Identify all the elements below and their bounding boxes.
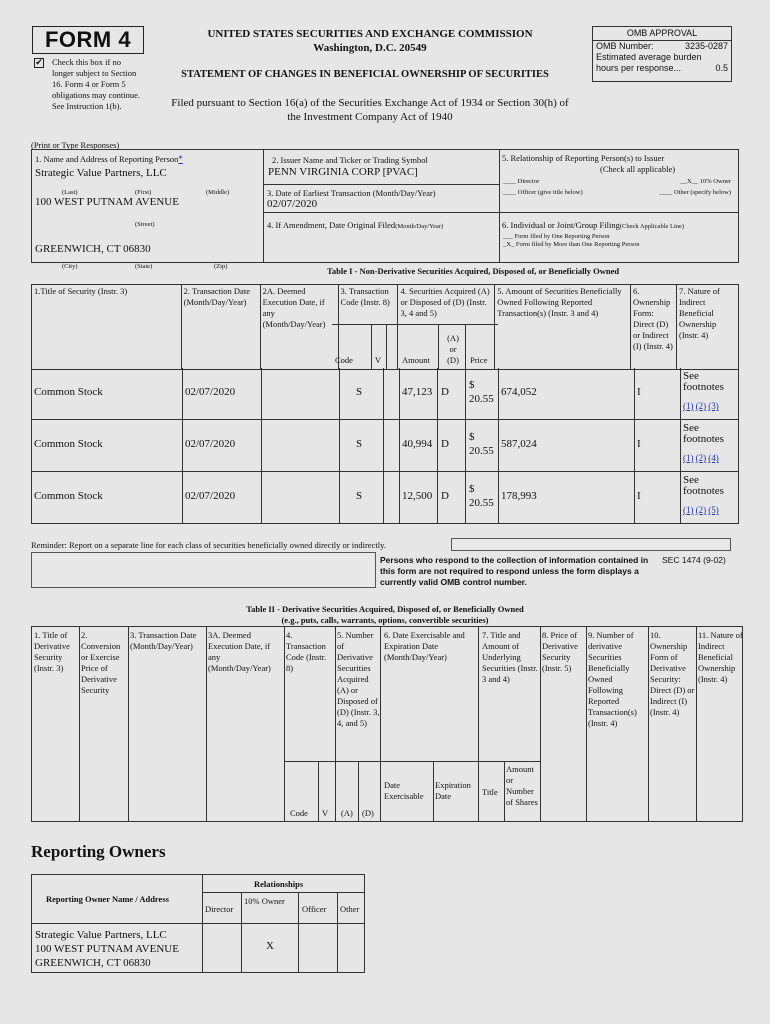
filed-line-2: the Investment Company Act of 1940	[287, 111, 453, 123]
row-owned: 674,052	[501, 386, 537, 398]
reporting-person-city: GREENWICH, CT 06830	[35, 243, 151, 255]
row-ad: D	[441, 438, 449, 450]
print-type-note: (Print or Type Responses)	[31, 140, 120, 150]
t1-sub-ad: (A) or (D)	[447, 333, 459, 365]
reminder-blank-box	[451, 538, 731, 551]
t1-col-code: 3. Transaction Code (Instr. 8)	[338, 285, 398, 370]
table1-title: Table I - Non-Derivative Securities Acquired, Disposed of, or Beneficially Owned	[327, 266, 620, 276]
filed-line-1: Filed pursuant to Section 16(a) of the Securities Exchange Act of 1934 or Section 30(h) of	[171, 97, 569, 109]
middle-label: (Middle)	[206, 189, 230, 196]
omb-number-label: OMB Number:	[596, 41, 654, 51]
reminder-text: Reminder: Report on a separate line for each class of securities beneficially owned directly or indirectly.	[31, 540, 386, 550]
omb-approval-box	[592, 26, 732, 82]
omb-hours-value: 0.5	[715, 63, 728, 73]
other-option: ____ Other (specify below)	[659, 189, 731, 196]
row-title: Common Stock	[34, 438, 103, 450]
omb-hours-label: hours per response...	[596, 63, 682, 73]
ro-col-officer: Officer	[302, 904, 327, 914]
relationship-label: 5. Relationship of Reporting Person(s) to Issuer	[502, 153, 665, 163]
ro-ten-pct-mark: X	[266, 940, 274, 952]
row-nature: See footnotes	[683, 474, 724, 497]
street-label: (Street)	[135, 221, 155, 228]
filing-more-option: _X_ Form filed by More than One Reporting Person	[503, 241, 640, 248]
t2-col-conversion: 2. Conversion or Exercise Price of Derivative Security	[81, 630, 121, 695]
t1-col-form: 6. Ownership Form: Direct (D) or Indirect (I) (Instr. 4)	[631, 285, 677, 370]
table-row	[31, 420, 739, 472]
t1-sub-price: Price	[470, 355, 488, 365]
row-amount: 47,123	[402, 386, 433, 398]
filing-one-option: ___ Form filed by One Reporting Person	[503, 233, 610, 240]
table-row	[31, 368, 739, 420]
ro-col-director: Director	[205, 904, 234, 914]
table2	[31, 626, 743, 822]
row-code: S	[356, 490, 363, 502]
ten-pct-option: __X__ 10% Owner	[680, 178, 731, 185]
row-nature: See footnotes	[683, 422, 724, 445]
row-title: Common Stock	[34, 386, 103, 398]
table2-title-line2: (e.g., puts, calls, warrants, options, convertible securities)	[281, 615, 489, 625]
row-footnotes[interactable]: (1) (2) (4)	[683, 453, 719, 463]
omb-number-value: 3235-0287	[684, 41, 728, 51]
last-label: (Last)	[62, 189, 78, 196]
row-footnotes[interactable]: (1) (2) (5)	[683, 505, 719, 515]
no-longer-subject-checkbox-row[interactable]	[34, 57, 144, 112]
commission-address: Washington, D.C. 20549	[313, 42, 427, 54]
earliest-date-label: 3. Date of Earliest Transaction (Month/Day/Year)	[267, 188, 436, 198]
ro-col-ten-pct: 10% Owner	[244, 896, 285, 906]
t2-sub-a: (A)	[341, 808, 353, 818]
state-label: (State)	[135, 263, 153, 270]
ro-col-name: Reporting Owner Name / Address	[46, 894, 169, 904]
row-price-symbol: $	[469, 483, 475, 495]
t2-col-price: 8. Price of Derivative Security (Instr. 5)	[542, 630, 578, 673]
amendment-label: 4. If Amendment, Date Original Filed(Month/Day/Year)	[267, 220, 444, 230]
row-price: 20.55	[469, 393, 494, 405]
row-owned: 178,993	[501, 490, 537, 502]
t2-sub-date-exercisable: Date Exercisable	[384, 780, 424, 801]
row-price: 20.55	[469, 497, 494, 509]
ro-owner-street: 100 WEST PUTNAM AVENUE	[35, 943, 179, 955]
t1-sub-code: Code	[335, 355, 353, 365]
earliest-date-value: 02/07/2020	[267, 198, 318, 210]
omb-burden-row	[593, 52, 731, 63]
t2-sub-v: V	[322, 808, 329, 818]
row-code: S	[356, 438, 363, 450]
row-date: 02/07/2020	[185, 438, 236, 450]
ro-col-other: Other	[340, 904, 360, 914]
t2-col-underlying: 7. Title and Amount of Underlying Securities (Instr. 3 and 4)	[482, 630, 538, 684]
city-label: (City)	[62, 263, 78, 270]
row-title: Common Stock	[34, 490, 103, 502]
row-nature: See footnotes	[683, 370, 724, 393]
t2-col-number: 5. Number of Derivative Securities Acquired (A) or Disposed of (D) (Instr. 3, 4, and 5)	[337, 630, 380, 728]
t2-col-nature: 11. Nature of Indirect Beneficial Ownership (Instr. 4)	[698, 630, 743, 684]
row-form: I	[637, 386, 641, 398]
t2-col-form: 10. Ownership Form of Derivative Security: Direct (D) or Indirect (I) (Instr. 4)	[650, 630, 695, 717]
row-owned: 587,024	[501, 438, 537, 450]
table-row	[31, 472, 739, 524]
row-form: I	[637, 438, 641, 450]
reporting-info-grid	[31, 149, 739, 263]
omb-number-row	[593, 41, 731, 52]
omb-hours-row	[593, 63, 731, 74]
t1-sub-amount: Amount	[402, 355, 430, 365]
zip-label: (Zip)	[214, 263, 228, 270]
row-form: I	[637, 490, 641, 502]
t2-sub-amount: Amount or Number of Shares	[506, 764, 538, 807]
t1-col-nature: 7. Nature of Indirect Beneficial Ownership (Instr. 4)	[676, 285, 738, 370]
commission-name: UNITED STATES SECURITIES AND EXCHANGE COMMISSION	[207, 28, 533, 40]
ro-owner-city: GREENWICH, CT 06830	[35, 957, 151, 969]
row-code: S	[356, 386, 363, 398]
relationship-options	[503, 176, 739, 198]
reporting-person-label: 1. Name and Address of Reporting Person*	[35, 154, 183, 164]
t2-col-owned: 9. Number of derivative Securities Beneficially Owned Following Reported Transaction(s) (Instr. 4)	[588, 630, 637, 728]
asterisk-link[interactable]: *	[178, 154, 183, 164]
row-ad: D	[441, 386, 449, 398]
t2-col-code: 4. Transaction Code (Instr. 8)	[286, 630, 327, 673]
table2-title-line1: Table II - Derivative Securities Acquired, Disposed of, or Beneficially Owned	[246, 604, 524, 614]
t2-sub-title: Title	[482, 787, 498, 797]
first-label: (First)	[135, 189, 152, 196]
t1-subheader-area-2	[400, 324, 498, 369]
issuer-value: PENN VIRGINIA CORP [PVAC]	[268, 166, 418, 178]
director-option: ____ Director	[503, 178, 540, 185]
row-amount: 40,994	[402, 438, 433, 450]
t2-sub-expiration: Expiration Date	[435, 780, 471, 801]
form-title: FORM 4	[32, 26, 144, 54]
row-footnotes[interactable]: (1) (2) (3)	[683, 401, 719, 411]
ro-owner-name: Strategic Value Partners, LLC	[35, 929, 167, 941]
notice-blank-box	[31, 552, 376, 588]
t2-col-title: 1. Title of Derivative Security (Instr. 3)	[34, 630, 70, 673]
t1-col-securities: 4. Securities Acquired (A) or Disposed of (D) (Instr. 3, 4 and 5)	[398, 285, 495, 370]
sec-code: SEC 1474 (9-02)	[662, 555, 726, 565]
ro-relationships: Relationships	[254, 879, 304, 889]
row-price-symbol: $	[469, 379, 475, 391]
t1-col-owned: 5. Amount of Securities Beneficially Owned Following Reported Transaction(s) (Instr. 3 and 4)	[495, 285, 631, 370]
reporting-owners-table	[31, 874, 365, 973]
officer-option: ____ Officer (give title below)	[503, 189, 583, 196]
relationship-sub: (Check all applicable)	[600, 164, 676, 174]
statement-title: STATEMENT OF CHANGES IN BENEFICIAL OWNERSHIP OF SECURITIES	[181, 69, 549, 80]
no-longer-subject-checkbox[interactable]: ✔	[35, 58, 43, 68]
t2-col-date: 3. Transaction Date (Month/Day/Year)	[130, 630, 197, 651]
filing-label: 6. Individual or Joint/Group Filing(Check Applicable Line)	[502, 220, 685, 230]
reporting-person-street: 100 WEST PUTNAM AVENUE	[35, 196, 179, 208]
t2-sub-code: Code	[290, 808, 308, 818]
t2-col-exercisable: 6. Date Exercisable and Expiration Date (Month/Day/Year)	[384, 630, 465, 662]
omb-title: OMB APPROVAL	[593, 27, 731, 41]
row-date: 02/07/2020	[185, 490, 236, 502]
filed-pursuant	[145, 96, 595, 124]
checkbox-instruction-text: Check this box if no longer subject to Section 16. Form 4 or Form 5 obligations may continue. See Instruction 1(b).	[52, 57, 141, 111]
reporting-owners-title: Reporting Owners	[31, 842, 166, 861]
row-price: 20.55	[469, 445, 494, 457]
issuer-label: 2. Issuer Name and Ticker or Trading Symbol	[272, 155, 428, 165]
row-price-symbol: $	[469, 431, 475, 443]
table2-title	[160, 604, 610, 626]
row-ad: D	[441, 490, 449, 502]
t2-col-deemed: 3A. Deemed Execution Date, if any (Month/Day/Year)	[208, 630, 271, 673]
row-amount: 12,500	[402, 490, 433, 502]
persons-notice: Persons who respond to the collection of information contained in this form are not required to respond unless the form displays a currently valid OMB control number.	[380, 555, 649, 587]
omb-burden-label: Estimated average burden	[596, 52, 702, 62]
ro-owner-address	[35, 928, 179, 970]
t1-col-date: 2. Transaction Date (Month/Day/Year)	[181, 285, 260, 370]
t1-sub-v: V	[375, 355, 382, 365]
t1-col-deemed: 2A. Deemed Execution Date, if any (Month/Day/Year)	[260, 285, 338, 370]
t2-sub-d: (D)	[362, 808, 374, 818]
commission-heading	[160, 27, 580, 55]
row-date: 02/07/2020	[185, 386, 236, 398]
t1-col-title: 1.Title of Security (Instr. 3)	[32, 285, 182, 370]
reporting-person-name: Strategic Value Partners, LLC	[35, 167, 167, 179]
